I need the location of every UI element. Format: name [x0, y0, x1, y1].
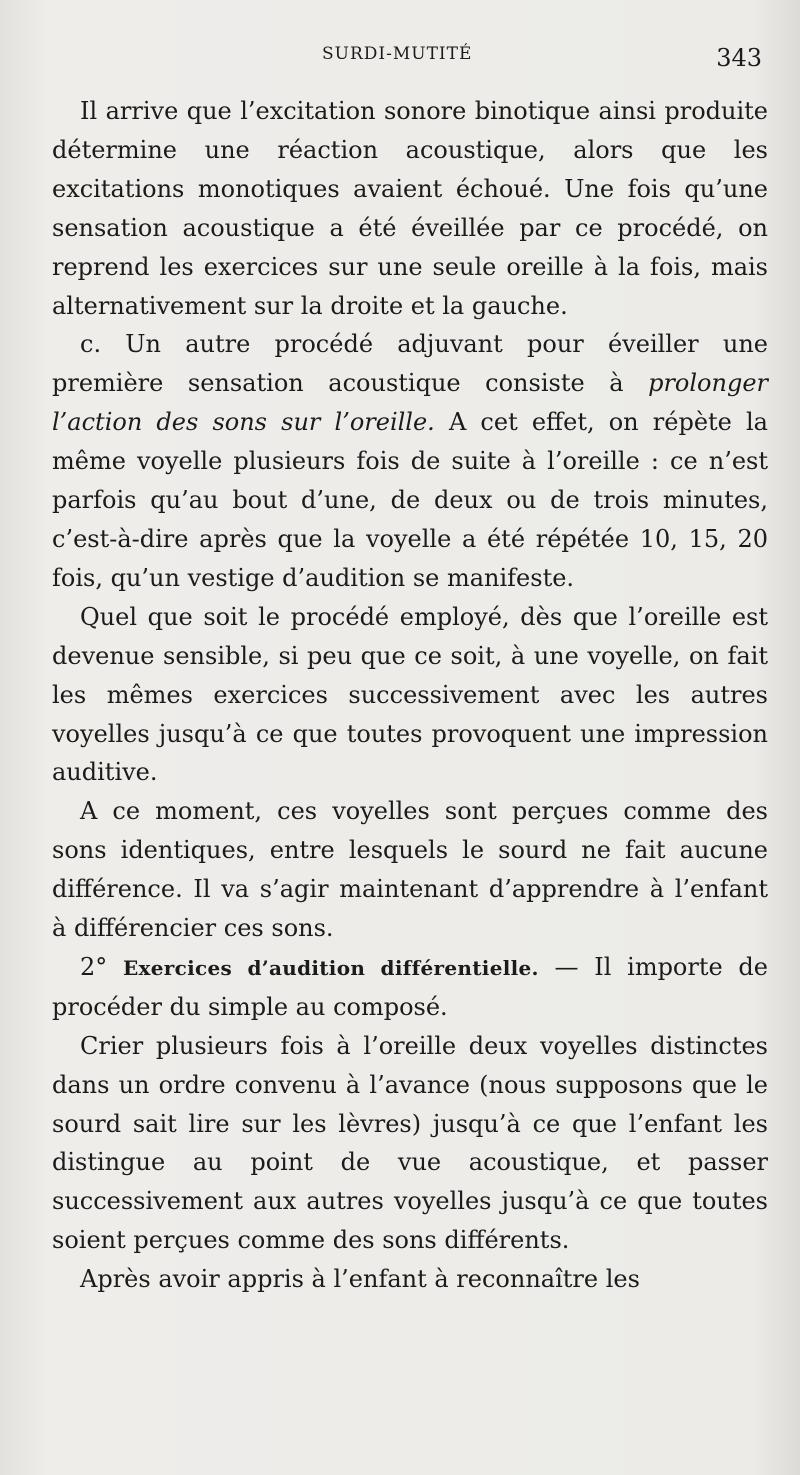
running-head: SURDI-MUTITÉ — [322, 44, 473, 64]
paragraph-text: A ce moment, ces voyelles sont perçues comme des sons identiques, entre lesquels le sourd ne fait aucune différence. Il va s’agir maintenant d’apprendre à l’enfant à différencier ces sons. — [52, 797, 768, 943]
paragraph-text: Quel que soit le procédé employé, dès que l’oreille est devenue sensible, si peu que ce soit, à une voyelle, on fait les mêmes exercices successivement avec les autres voyelles jusqu’à ce que toutes provoquent une impression auditive. — [52, 602, 768, 787]
paragraph-text: c. Un autre procédé adjuvant pour éveiller une première sensation acoustique consiste à — [52, 330, 768, 398]
paragraph — [52, 1027, 768, 1260]
paragraph — [52, 598, 768, 793]
paragraph-text: Après avoir appris à l’enfant à reconnaître les — [80, 1265, 640, 1294]
body-text — [52, 92, 768, 1299]
paragraph — [52, 792, 768, 948]
paragraph — [52, 1260, 768, 1299]
section-paragraph — [52, 948, 768, 1027]
page-number: 343 — [716, 44, 762, 72]
paragraph-text: A cet effet, on répète la même voyelle plusieurs fois de suite à l’oreille : ce n’est parfois qu’au bout d’une, de deux ou de trois minutes, c’est-à-dire après que la voyelle a été répétée 10, 15, 20 fois, qu’un vestige d’audition se manifeste. — [52, 408, 768, 592]
emphasis-text: prolonger l’action des sons sur l’oreille. — [52, 369, 768, 437]
paragraph-text: — Il importe de procéder du simple au composé. — [52, 952, 768, 1021]
section-heading: Exercices d’audition différentielle. — [123, 955, 539, 980]
paragraph — [52, 92, 768, 325]
section-number: 2° — [80, 952, 108, 981]
paragraph — [52, 325, 768, 597]
page-header — [0, 42, 800, 82]
paragraph-text: Il arrive que l’excitation sonore binotique ainsi produite détermine une réaction acoustique, alors que les excitations monotiques avaient échoué. Une fois qu’une sensation acoustique a été éveillée par ce procédé, on reprend les exercices sur une seule oreille à la fois, mais alternativement sur la droite et la gauche. — [52, 97, 768, 320]
paragraph-text: Crier plusieurs fois à l’oreille deux voyelles distinctes dans un ordre convenu à l’avance (nous supposons que le sourd sait lire sur les lèvres) jusqu’à ce que l’enfant les distingue au point de vue acoustique, et passer successivement aux autres voyelles jusqu’à ce que toutes soient perçues comme des sons différents. — [52, 1031, 768, 1255]
